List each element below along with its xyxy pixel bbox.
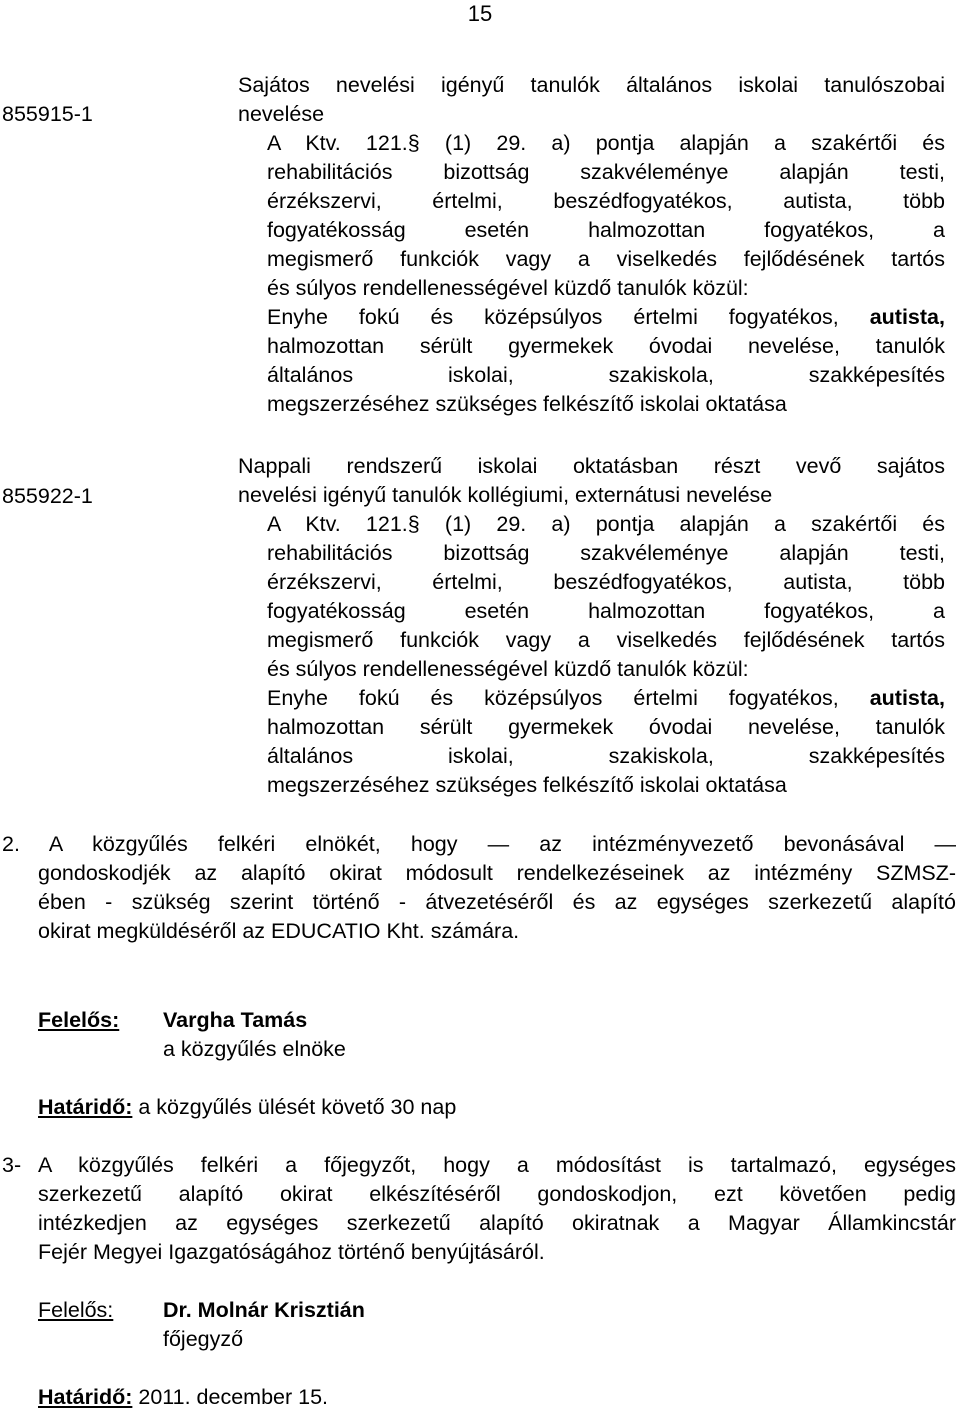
- entry-body-text: Enyhe fokú és középsúlyos értelmi fogyatékos,: [267, 686, 839, 710]
- responsible-person: [163, 1006, 346, 1064]
- deadline-label: Határidő:: [38, 1095, 133, 1119]
- deadline: [38, 1383, 328, 1412]
- entry-body-line: rehabilitációs bizottság szakvéleménye alapján testi,: [267, 160, 945, 184]
- entry-code: 855922-1: [2, 484, 93, 508]
- entry-title-line: Nappali rendszerű iskolai oktatásban részt vevő sajátos: [238, 454, 945, 478]
- paragraph-line: 2. A közgyűlés felkéri elnökét, hogy — az intézményvezető bevonásával —: [2, 832, 956, 856]
- entry-body-line: megszerzéséhez szükséges felkészítő iskolai oktatása: [267, 392, 787, 416]
- entry-body-line: rehabilitációs bizottság szakvéleménye alapján testi,: [267, 541, 945, 565]
- entry-body-line: megismerő funkciók vagy a viselkedés fejlődésének tartós: [267, 628, 945, 652]
- entry-body-line: fogyatékosság esetén halmozottan fogyatékos, a: [267, 599, 945, 623]
- deadline-value: a közgyűlés ülését követő 30 nap: [138, 1095, 457, 1119]
- entry-body-line: A Ktv. 121.§ (1) 29. a) pontja alapján a szakértői és: [267, 131, 945, 155]
- paragraph-line: okirat megküldéséről az EDUCATIO Kht. számára.: [38, 919, 520, 943]
- entry-body-line: általános iskolai, szakiskola, szakképesítés: [267, 744, 945, 768]
- paragraph-line: A közgyűlés felkéri a főjegyzőt, hogy a módosítást is tartalmazó, egységes: [38, 1153, 956, 1177]
- paragraph-line: intézkedjen az egységes szerkezetű alapító okiratnak a Magyar Államkincstár: [38, 1211, 956, 1235]
- responsible-title: főjegyző: [163, 1327, 244, 1351]
- responsible-label-text: Felelős:: [38, 1298, 114, 1322]
- paragraph-line: szerkezetű alapító okirat elkészítéséről gondoskodjon, ezt követően pedig: [38, 1182, 956, 1206]
- responsible-name: Dr. Molnár Krisztián: [163, 1298, 365, 1322]
- entry-body-line: megszerzéséhez szükséges felkészítő iskolai oktatása: [267, 773, 787, 797]
- entry-body-line: érzékszervi, értelmi, beszédfogyatékos, autista, több: [267, 570, 945, 594]
- deadline: [38, 1093, 456, 1122]
- entry-body-line: és súlyos rendellenességével küzdő tanulók közül:: [267, 276, 749, 300]
- responsible-label: [38, 1296, 113, 1325]
- entry-body-line: [267, 684, 945, 713]
- entry-title-line: nevelési igényű tanulók kollégiumi, externátusi nevelése: [238, 483, 773, 507]
- paragraph-line: Fejér Megyei Igazgatóságához történő benyújtásáról.: [38, 1240, 545, 1264]
- resolution-point-2: [2, 830, 956, 946]
- deadline-label: Határidő:: [38, 1385, 133, 1409]
- entry-body-line: általános iskolai, szakiskola, szakképesítés: [267, 363, 945, 387]
- entry-body-text: Enyhe fokú és középsúlyos értelmi fogyatékos,: [267, 305, 839, 329]
- entry-title-line: Sajátos nevelési igényű tanulók általános iskolai tanulószobai: [238, 73, 945, 97]
- point-3-number: 3-: [2, 1153, 22, 1177]
- entry-body-line: fogyatékosság esetén halmozottan fogyatékos, a: [267, 218, 945, 242]
- entry-title-line: nevelése: [238, 102, 325, 126]
- entry-body-line: A Ktv. 121.§ (1) 29. a) pontja alapján a szakértői és: [267, 512, 945, 536]
- deadline-value: 2011. december 15.: [138, 1385, 329, 1409]
- entry-body-line: [267, 303, 945, 332]
- entry-body-bold: autista,: [869, 305, 945, 329]
- responsible-person: [163, 1296, 365, 1354]
- page-number: 15: [467, 1, 493, 26]
- responsible-label: [38, 1006, 119, 1035]
- entry-description: [238, 71, 945, 419]
- responsible-title: a közgyűlés elnöke: [163, 1037, 346, 1061]
- entry-body-line: érzékszervi, értelmi, beszédfogyatékos, autista, több: [267, 189, 945, 213]
- entry-body-line: halmozottan sérült gyermekek óvodai nevelése, tanulók: [267, 715, 945, 739]
- entry-description: [238, 452, 945, 800]
- entry-body-line: megismerő funkciók vagy a viselkedés fejlődésének tartós: [267, 247, 945, 271]
- entry-body-bold: autista,: [869, 686, 945, 710]
- entry-body-line: halmozottan sérült gyermekek óvodai nevelése, tanulók: [267, 334, 945, 358]
- entry-body-line: és súlyos rendellenességével küzdő tanulók közül:: [267, 657, 749, 681]
- responsible-label-text: Felelős:: [38, 1008, 120, 1032]
- entry-code: 855915-1: [2, 102, 93, 126]
- resolution-point-3: [38, 1151, 956, 1267]
- paragraph-line: gondoskodjék az alapító okirat módosult rendelkezéseinek az intézmény SZMSZ-: [38, 861, 956, 885]
- paragraph-line: ében - szükség szerint történő - átvezetéséről és az egységes szerkezetű alapító: [38, 890, 956, 914]
- responsible-name: Vargha Tamás: [163, 1008, 308, 1032]
